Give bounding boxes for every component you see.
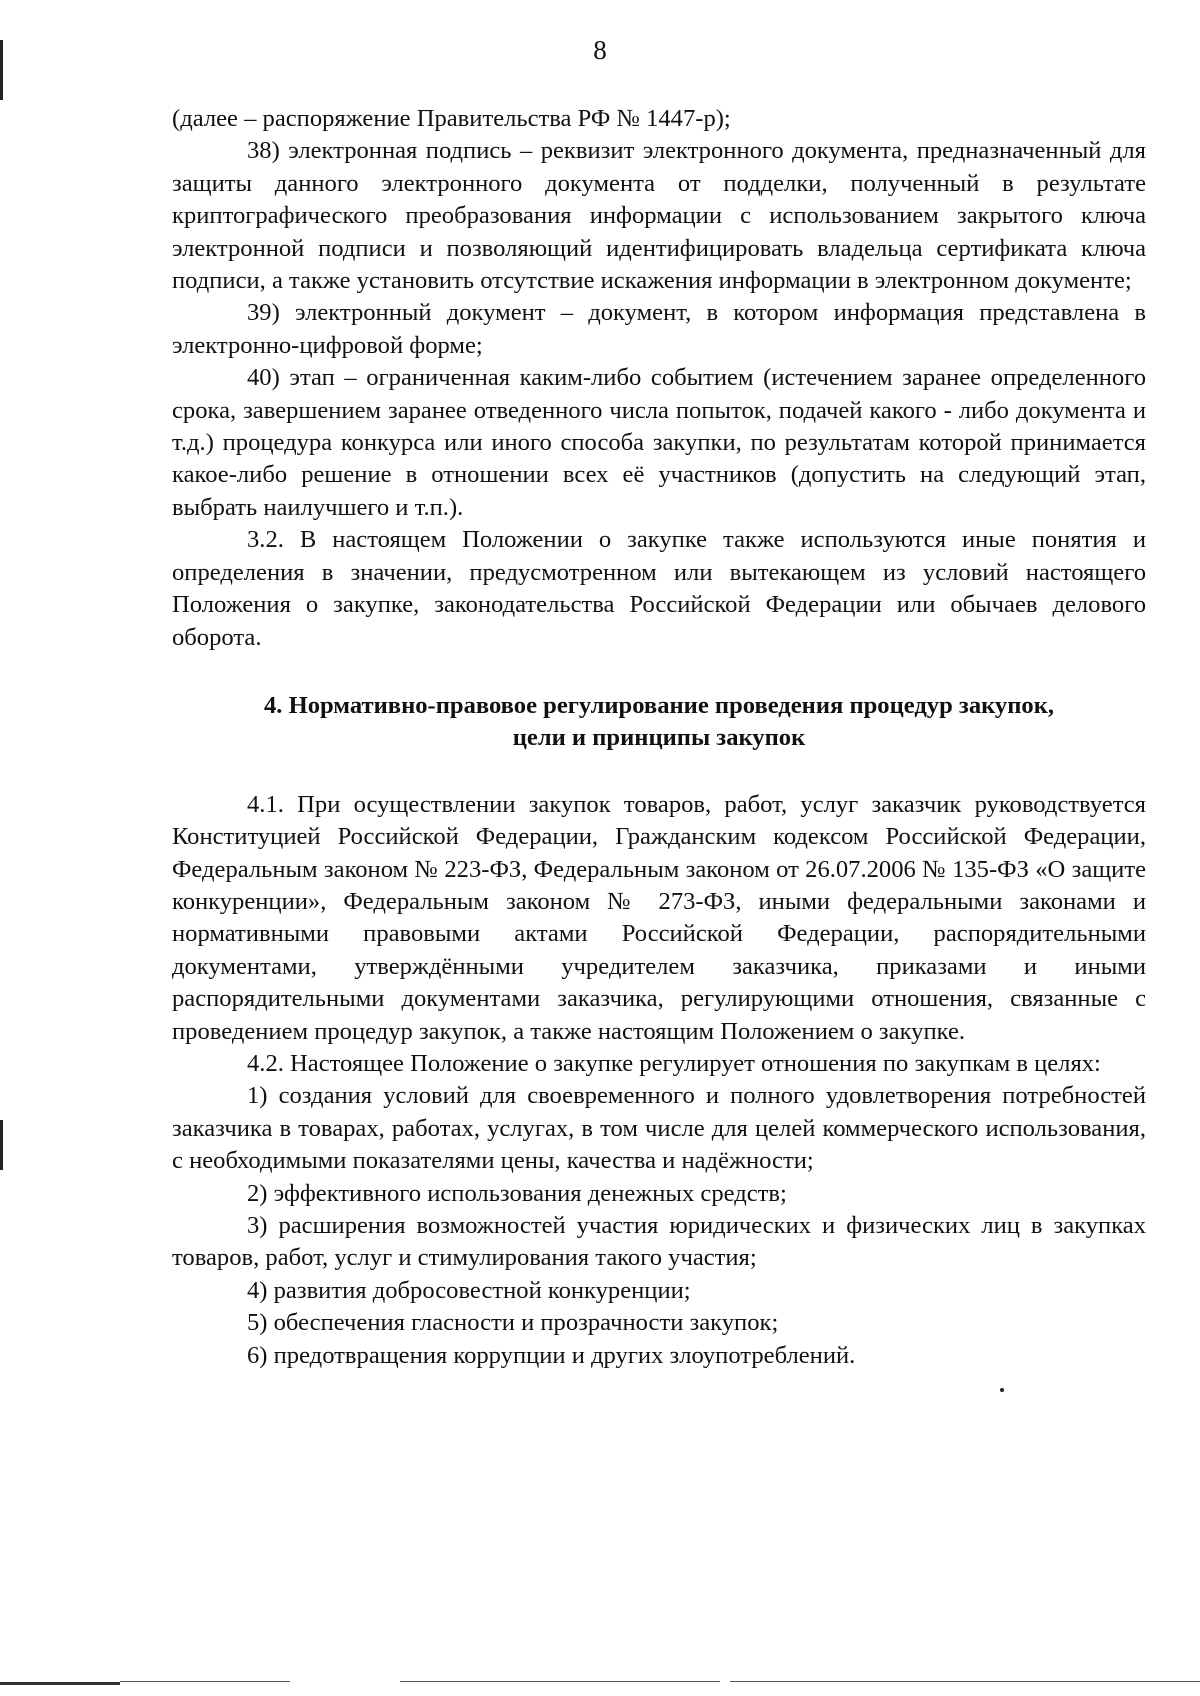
goal-item: 3) расширения возможностей участия юридических и физических лиц в закупках товаров, работ, услуг и стимулирования такого участия;: [172, 1212, 1146, 1272]
scan-bottom-line: [730, 1681, 1200, 1682]
paragraph-3-2: 3.2. В настоящем Положении о закупке также используются иные понятия и определения в значении, предусмотренном или вытекающем из условий настоящего Положения о закупке, законодательства Российской Федерации или обычаев делового оборота.: [172, 526, 1146, 651]
paragraph-item-40: 40) этап – ограниченная каким-либо событием (истечением заранее определенного срока, завершением заранее отведенного числа попыток, подачей какого - либо документа и т.д.) процедура конкурса или иного способа закупки, по результатам которой принимается какое-либо решение в отношении всех её участников (допустить на следующий этап, выбрать наилучшего и т.п.).: [172, 364, 1146, 521]
document-body: [172, 103, 1146, 1372]
paragraph-item-39: 39) электронный документ – документ, в котором информация представлена в электронно-цифровой форме;: [172, 299, 1146, 359]
goal-item: 2) эффективного использования денежных средств;: [247, 1179, 787, 1207]
paragraph-4-1: 4.1. При осуществлении закупок товаров, работ, услуг заказчик руководствуется Конституцией Российской Федерации, Гражданским кодексом Российской Федерации, Федеральным законом № 223-ФЗ, Федеральным законом от 26.07.2006 № 135-ФЗ «О защите конкуренции», Федеральным законом № 273-ФЗ, иными федеральными законами и нормативными правовыми актами Российской Федерации, распорядительными документами, утверждёнными учредителем заказчика, приказами и иными распорядительными документами заказчика, регулирующими отношения, связанные с проведением процедур закупок, а также настоящим Положением о закупке.: [172, 790, 1146, 1045]
goal-item: 1) создания условий для своевременного и полного удовлетворения потребностей заказчика в товарах, работах, услугах, в том числе для целей коммерческого использования, с необходимыми показателями цены, качества и надёжности;: [172, 1082, 1146, 1175]
scan-speck: [1000, 1388, 1004, 1392]
scan-bottom-line: [0, 1682, 120, 1685]
goal-item: 5) обеспечения гласности и прозрачности закупок;: [247, 1309, 779, 1337]
paragraph-item-38: 38) электронная подпись – реквизит электронного документа, предназначенный для защиты данного электронного документа от подделки, полученный в результате криптографического преобразования информации с использованием закрытого ключа электронной подписи и позволяющий идентифицировать владельца сертификата ключа подписи, а также установить отсутствие искажения информации в электронном документе;: [172, 137, 1146, 295]
scan-bottom-line: [400, 1681, 720, 1682]
section-4-heading-line-2: цели и принципы закупок: [512, 724, 806, 752]
section-4-heading-line-1: 4. Нормативно-правовое регулирование проведения процедур закупок,: [263, 691, 1055, 719]
section-4-heading: [172, 690, 1146, 755]
goal-item: 4) развития добросовестной конкуренции;: [247, 1276, 691, 1304]
scan-bottom-line: [120, 1681, 290, 1682]
paragraph-continuation: (далее – распоряжение Правительства РФ № 1447-р);: [172, 105, 731, 132]
scan-edge-mark: [0, 1120, 3, 1170]
goal-item: 6) предотвращения коррупции и других злоупотреблений.: [247, 1341, 856, 1369]
paragraph-4-2: 4.2. Настоящее Положение о закупке регулирует отношения по закупкам в целях:: [247, 1049, 1101, 1077]
page-number: 8: [593, 35, 607, 65]
